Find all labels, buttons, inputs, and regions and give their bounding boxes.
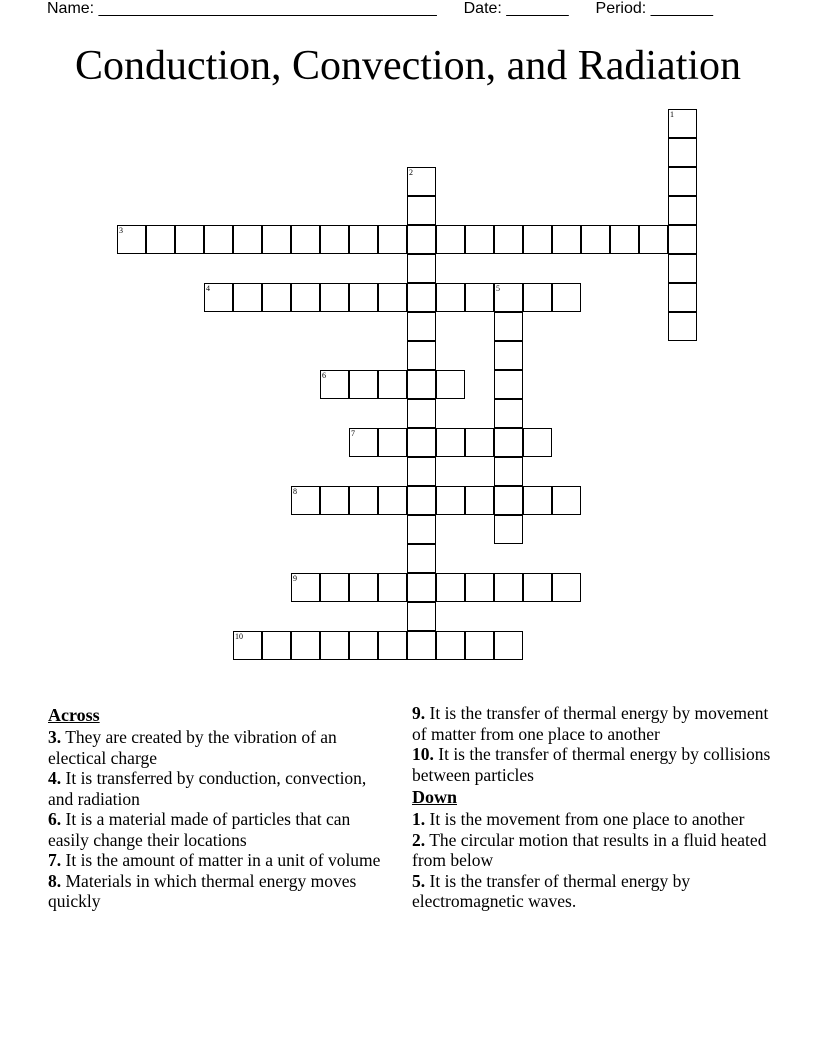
crossword-cell[interactable]	[407, 283, 436, 312]
clue-item-text: It is the movement from one place to another	[429, 809, 745, 829]
crossword-cell[interactable]	[320, 370, 349, 399]
name-label: Name:	[47, 0, 95, 17]
crossword-cell[interactable]	[465, 283, 494, 312]
clue-item	[412, 830, 782, 871]
clue-number: 7	[351, 429, 355, 438]
clue-item-number: 8.	[48, 870, 62, 891]
crossword-cell[interactable]	[494, 225, 523, 254]
crossword-cell[interactable]	[494, 428, 523, 457]
crossword-cell[interactable]	[407, 196, 436, 225]
crossword-cell[interactable]	[494, 573, 523, 602]
clue-number: 9	[293, 574, 297, 583]
crossword-cell[interactable]	[407, 167, 436, 196]
clue-item	[48, 809, 388, 850]
clue-item	[412, 703, 782, 744]
crossword-cell[interactable]	[523, 225, 552, 254]
clue-item-text: Materials in which thermal energy moves quickly	[48, 870, 357, 911]
crossword-cell[interactable]	[494, 399, 523, 428]
name-line[interactable]: ______________________________________	[98, 0, 437, 17]
crossword-cell[interactable]	[494, 486, 523, 515]
crossword-cell[interactable]	[639, 225, 668, 254]
crossword-cell[interactable]	[349, 573, 378, 602]
crossword-cell[interactable]	[668, 196, 697, 225]
crossword-cell[interactable]	[465, 631, 494, 660]
crossword-cell[interactable]	[465, 225, 494, 254]
crossword-cell[interactable]	[378, 225, 407, 254]
crossword-cell[interactable]	[262, 283, 291, 312]
crossword-cell[interactable]	[407, 544, 436, 573]
crossword-cell[interactable]	[233, 631, 262, 660]
clue-number: 1	[670, 110, 674, 119]
crossword-cell[interactable]	[320, 573, 349, 602]
crossword-cell[interactable]	[407, 254, 436, 283]
crossword-cell[interactable]	[320, 225, 349, 254]
crossword-cell[interactable]	[436, 370, 465, 399]
crossword-cell[interactable]	[378, 370, 407, 399]
crossword-cell[interactable]	[668, 254, 697, 283]
crossword-cell[interactable]	[204, 283, 233, 312]
clue-number: 8	[293, 487, 297, 496]
crossword-cell[interactable]	[523, 428, 552, 457]
crossword-cell[interactable]	[378, 631, 407, 660]
crossword-cell[interactable]	[320, 486, 349, 515]
clue-item-number: 1.	[412, 809, 426, 829]
crossword-cell[interactable]	[407, 341, 436, 370]
crossword-cell[interactable]	[465, 573, 494, 602]
clue-item-text: It is the transfer of thermal energy by collisions between particles	[412, 744, 771, 785]
crossword-cell[interactable]	[552, 573, 581, 602]
crossword-cell[interactable]	[552, 486, 581, 515]
crossword-cell[interactable]	[436, 573, 465, 602]
clue-item	[48, 727, 388, 768]
crossword-cell[interactable]	[610, 225, 639, 254]
crossword-cell[interactable]	[494, 515, 523, 544]
crossword-cell[interactable]	[407, 515, 436, 544]
period-line[interactable]: _______	[650, 0, 713, 17]
clue-item-text: It is the amount of matter in a unit of volume	[65, 850, 381, 870]
clue-number: 6	[322, 371, 326, 380]
crossword-cell[interactable]	[378, 428, 407, 457]
clue-item	[412, 809, 782, 830]
clue-item-number: 4.	[48, 768, 62, 788]
crossword-cell[interactable]	[262, 225, 291, 254]
crossword-cell[interactable]	[291, 283, 320, 312]
crossword-cell[interactable]	[494, 370, 523, 399]
crossword-cell[interactable]	[581, 225, 610, 254]
clue-item-number: 3.	[48, 727, 62, 747]
crossword-cell[interactable]	[668, 225, 697, 254]
crossword-cell[interactable]	[320, 631, 349, 660]
crossword-cell[interactable]	[436, 225, 465, 254]
crossword-cell[interactable]	[320, 283, 349, 312]
crossword-cell[interactable]	[465, 428, 494, 457]
clue-item	[48, 871, 388, 912]
crossword-cell[interactable]	[523, 283, 552, 312]
crossword-cell[interactable]	[407, 225, 436, 254]
crossword-cell[interactable]	[407, 312, 436, 341]
clue-number: 5	[496, 284, 500, 293]
crossword-cell[interactable]	[204, 225, 233, 254]
crossword-cell[interactable]	[494, 457, 523, 486]
crossword-cell[interactable]	[291, 486, 320, 515]
crossword-cell[interactable]	[349, 631, 378, 660]
clue-item-text: It is the transfer of thermal energy by movement of matter from one place to another	[412, 703, 769, 744]
crossword-cell[interactable]	[668, 167, 697, 196]
clue-item-number: 9.	[412, 703, 426, 723]
clue-item-number: 5.	[412, 870, 426, 891]
clue-item-text: It is transferred by conduction, convection, and radiation	[48, 768, 367, 809]
crossword-cell[interactable]	[291, 225, 320, 254]
crossword-cell[interactable]	[378, 283, 407, 312]
clue-number: 2	[409, 168, 413, 177]
crossword-cell[interactable]	[291, 573, 320, 602]
clue-item-text: It is the transfer of thermal energy by electromagnetic waves.	[412, 870, 691, 911]
crossword-cell[interactable]	[407, 602, 436, 631]
crossword-cell[interactable]	[349, 486, 378, 515]
crossword-cell[interactable]	[117, 225, 146, 254]
clue-number: 3	[119, 226, 123, 235]
across-clues	[48, 703, 388, 912]
crossword-cell[interactable]	[494, 312, 523, 341]
down-heading: Down	[412, 787, 458, 807]
date-label: Date:	[463, 0, 502, 17]
period-label: Period:	[595, 0, 647, 17]
clue-item	[412, 744, 782, 785]
crossword-cell[interactable]	[407, 428, 436, 457]
crossword-cell[interactable]	[233, 225, 262, 254]
crossword-cell[interactable]	[668, 109, 697, 138]
clue-item	[412, 871, 782, 912]
crossword-cell[interactable]	[552, 225, 581, 254]
crossword-cell[interactable]	[436, 486, 465, 515]
date-line[interactable]: _______	[506, 0, 569, 17]
crossword-cell[interactable]	[146, 225, 175, 254]
across-heading: Across	[48, 705, 100, 725]
crossword-cell[interactable]	[494, 341, 523, 370]
crossword-cell[interactable]	[668, 312, 697, 341]
crossword-cell[interactable]	[436, 283, 465, 312]
crossword-cell[interactable]	[494, 283, 523, 312]
crossword-cell[interactable]	[175, 225, 204, 254]
crossword-cell[interactable]	[233, 283, 262, 312]
crossword-cell[interactable]	[378, 573, 407, 602]
clue-number: 10	[235, 632, 243, 641]
crossword-cell[interactable]	[552, 283, 581, 312]
clue-item-number: 2.	[412, 829, 426, 850]
clue-item-text: They are created by the vibration of an electical charge	[48, 727, 337, 768]
crossword-cell[interactable]	[523, 573, 552, 602]
clues-column-right	[412, 703, 782, 912]
crossword-cell[interactable]	[349, 283, 378, 312]
crossword-cell[interactable]	[436, 428, 465, 457]
crossword-cell[interactable]	[407, 631, 436, 660]
crossword-cell[interactable]	[407, 370, 436, 399]
page-title: Conduction, Convection, and Radiation	[74, 43, 742, 89]
clue-number: 4	[206, 284, 210, 293]
crossword-cell[interactable]	[436, 631, 465, 660]
crossword-cell[interactable]	[291, 631, 320, 660]
crossword-cell[interactable]	[262, 631, 291, 660]
crossword-cell[interactable]	[349, 225, 378, 254]
crossword-cell[interactable]	[407, 399, 436, 428]
clue-item	[48, 768, 388, 809]
crossword-cell[interactable]	[465, 486, 494, 515]
clue-item-number: 10.	[412, 744, 434, 764]
clue-item	[48, 850, 388, 871]
crossword-cell[interactable]	[668, 138, 697, 167]
clue-item-number: 6.	[48, 809, 62, 829]
crossword-cell[interactable]	[407, 573, 436, 602]
crossword-cell[interactable]	[378, 486, 407, 515]
crossword-cell[interactable]	[407, 486, 436, 515]
crossword-cell[interactable]	[494, 631, 523, 660]
crossword-cell[interactable]	[407, 457, 436, 486]
crossword-cell[interactable]	[349, 428, 378, 457]
clue-item-number: 7.	[48, 850, 62, 870]
clue-item-text: It is a material made of particles that can easily change their locations	[48, 809, 351, 850]
crossword-cell[interactable]	[668, 283, 697, 312]
crossword-cell[interactable]	[349, 370, 378, 399]
clue-item-text: The circular motion that results in a fluid heated from below	[412, 829, 767, 870]
crossword-cell[interactable]	[523, 486, 552, 515]
